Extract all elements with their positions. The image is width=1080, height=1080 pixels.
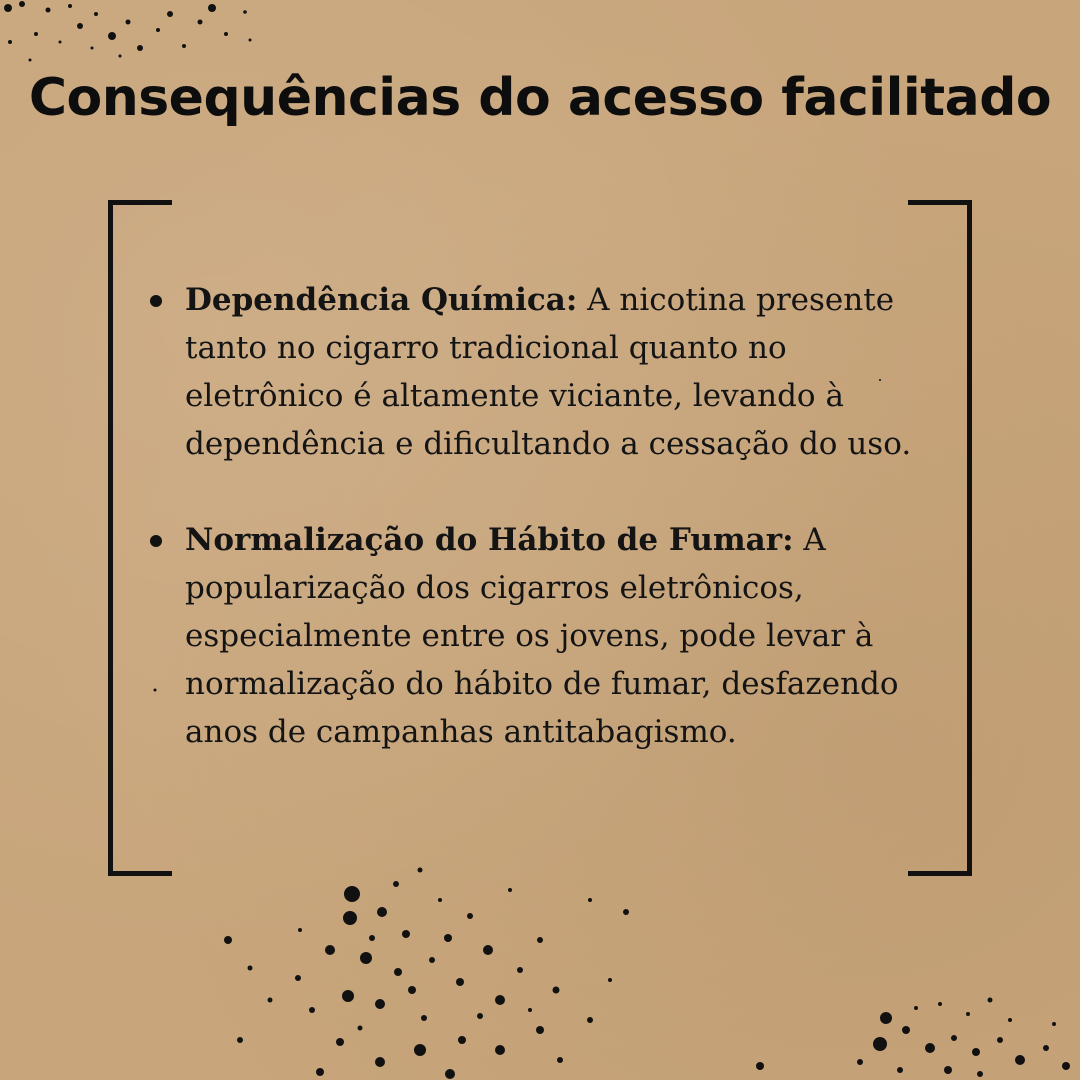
bullet-dot-icon [150,295,162,307]
list-item-normalizacao [145,516,925,756]
bullet-list [145,276,925,804]
bullet-dot-icon [150,535,162,547]
item-heading: Dependência Química: [185,282,578,318]
item-text: A nicotina presente tanto no cigarro tradicional quanto no eletrônico é altamente viciante, levando à dependência e dificultando a cessação do uso. [185,282,912,462]
page-title: Consequências do acesso facilitado [28,68,1052,128]
item-text: A popularização dos cigarros eletrônicos, especialmente entre os jovens, pode levar à normalização do hábito de fumar, desfazendo anos de campanhas antitabagismo. [185,522,899,750]
item-heading: Normalização do Hábito de Fumar: [185,522,794,558]
list-item-dependencia [145,276,925,468]
